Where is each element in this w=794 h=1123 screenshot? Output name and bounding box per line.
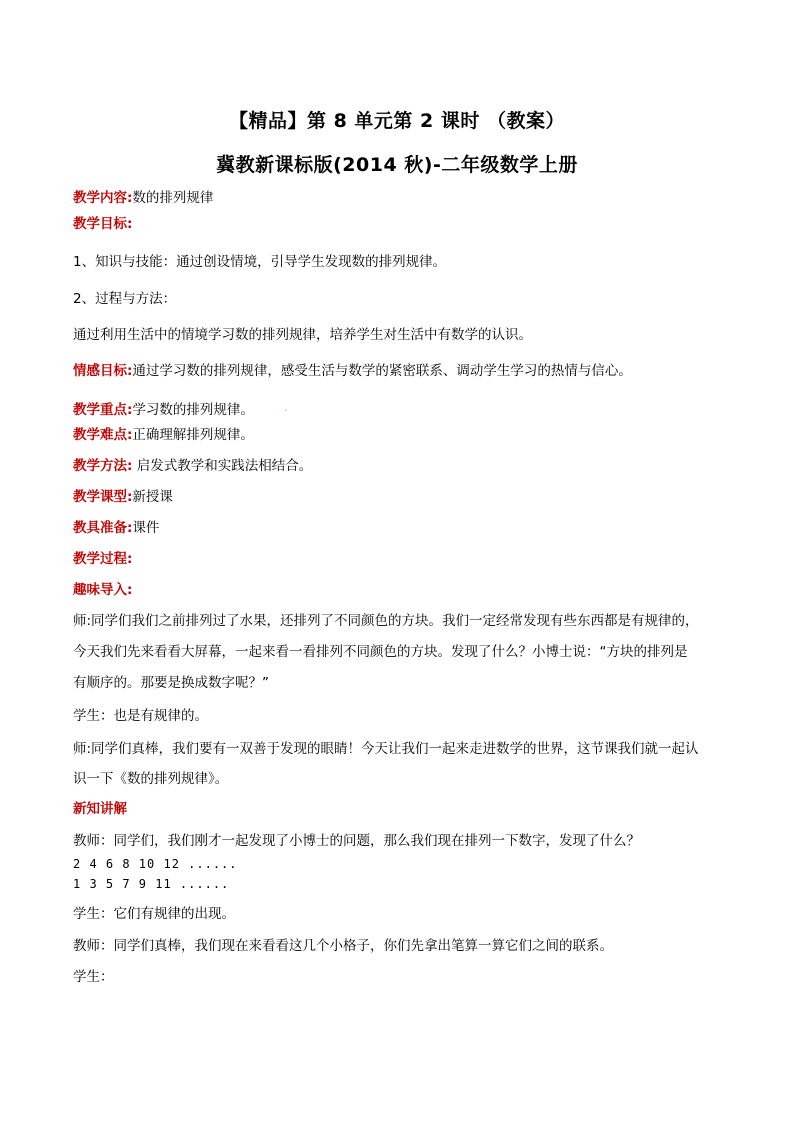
difficult-line [73,423,254,443]
paragraph-2: 学生：也是有规律的。 [73,708,208,724]
goal-2-text: 通过利用生活中的情境学习数的排列规律，培养学生对生活中有数学的认识。 [73,327,532,343]
paragraph-7: 学生： [73,969,114,985]
paragraph-4: 教师：同学们，我们刚才一起发现了小博士的问题，那么我们现在排列一下数字，发现了什么？ [73,833,640,849]
process-line [73,547,132,567]
teach-content-line [73,186,213,206]
key-label: 教学重点: [73,402,133,418]
emotion-text: 通过学习数的排列规律，感受生活与数学的紧密联系、调动学生学习的热情与信心。 [132,363,632,379]
paragraph-1-line-3: 有顺序的。那要是换成数字呢？” [73,675,269,691]
type-text: 新授课 [132,489,173,505]
new-knowledge-line [73,797,127,817]
paragraph-3-line-1: 师:同学们真棒，我们要有一双善于发现的眼睛！今天让我们一起来走进数学的世界，这节课我们就一起认 [73,741,699,757]
tools-label: 教具准备: [73,520,133,536]
teach-goal-line [73,212,132,232]
tools-text: 课件 [132,520,160,536]
intro-line [73,578,132,598]
method-text: 启发式教学和实践法相结合。 [132,458,313,474]
difficult-text: 正确理解排列规律。 [132,427,254,443]
difficult-label: 教学难点: [73,427,133,443]
decorative-dot: . [284,400,288,414]
method-label: 教学方法: [73,458,133,474]
method-line [73,454,312,474]
teach-content-label: 教学内容: [73,190,133,206]
key-line [73,398,254,418]
paragraph-6: 教师：同学们真棒，我们现在来看看这几个小格子，你们先拿出笔算一算它们之间的联系。 [73,938,613,954]
document-title: 【精品】第 8 单元第 2 课时 （教案） [228,110,565,132]
goal-1: 1、知识与技能：通过创设情境，引导学生发现数的排列规律。 [73,254,447,270]
new-knowledge-label: 新知讲解 [73,801,127,817]
teach-content-text: 数的排列规律 [132,190,214,206]
type-label: 教学课型: [73,489,133,505]
number-sequence-odd: 1 3 5 7 9 11 ...... [73,877,230,891]
teach-goal-label: 教学目标: [73,216,133,232]
goal-2: 2、过程与方法： [73,291,177,307]
emotion-label: 情感目标: [73,363,133,379]
tools-line [73,516,159,536]
number-sequence-even: 2 4 6 8 10 12 ...... [73,857,238,871]
emotion-line [73,359,632,379]
document-subtitle: 冀教新课标版(2014 秋)-二年级数学上册 [216,154,578,176]
process-label: 教学过程: [73,551,133,567]
intro-label: 趣味导入: [73,582,133,598]
paragraph-5: 学生：它们有规律的出现。 [73,906,235,922]
paragraph-1-line-1: 师:同学们我们之前排列过了水果，还排列了不同颜色的方块。我们一定经常发现有些东西都是有规律的， [73,613,699,629]
paragraph-1-line-2: 今天我们先来看看大屏幕，一起来看一看排列不同颜色的方块。发现了什么？小博士说：“方块的排列是 [73,644,688,660]
key-text: 学习数的排列规律。 [132,402,254,418]
type-line [73,485,173,505]
paragraph-3-line-2: 识一下《数的排列规律》。 [73,771,229,787]
